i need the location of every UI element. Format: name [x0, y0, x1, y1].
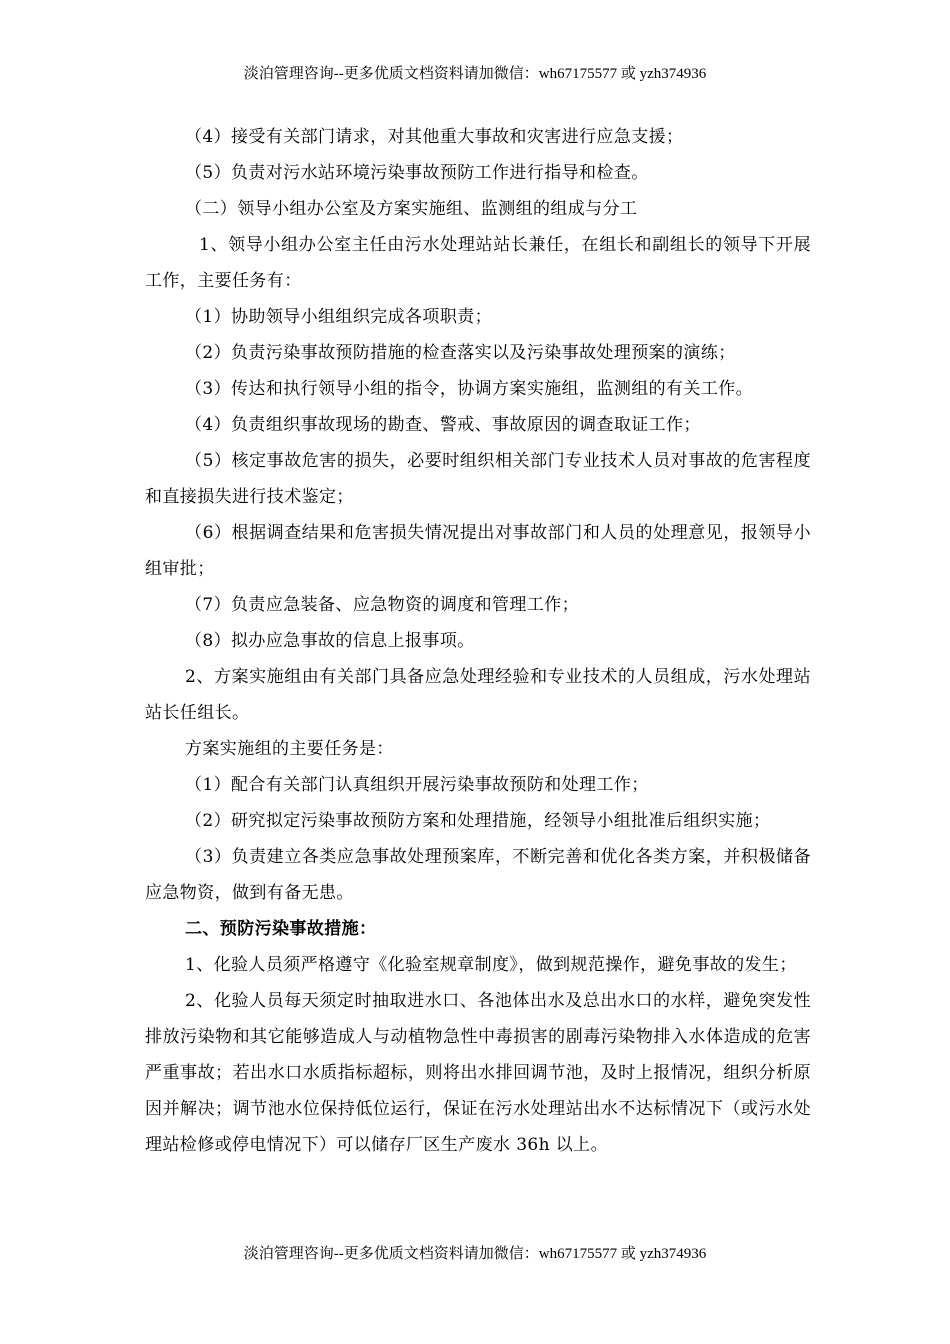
- paragraph: （4）接受有关部门请求，对其他重大事故和灾害进行应急支援；: [185, 127, 684, 147]
- list-item: （6）根据调查结果和危害损失情况提出对事故部门和人员的处理意见，报领导小组审批；: [145, 523, 811, 579]
- list-item: （2）研究拟定污染事故预防方案和处理措施，经领导小组批准后组织实施；: [185, 811, 771, 831]
- page-footer: 淡泊管理咨询--更多优质文档资料请加微信：wh67175577 或 yzh374936: [243, 1246, 707, 1262]
- paragraph: 方案实施组的主要任务是：: [185, 739, 394, 759]
- paragraph: 2、化验人员每天须定时抽取进水口、各池体出水及总出水口的水样，避免突发性排放污染物和其它能够造成人与动植物急性中毒损害的剧毒污染物排入水体造成的危害严重事故；若出水口水质指标超标，则将出水排回调节池，及时上报情况，组织分析原因并解决；调节池水位保持低位运行，保证在污水处理站出水不达标情况下（或污水处理站检修或停电情况下）可以储存厂区生产废水 36h 以上。: [145, 991, 811, 1155]
- page-header: 淡泊管理咨询--更多优质文档资料请加微信：wh67175577 或 yzh374936: [243, 66, 707, 82]
- paragraph: 1、领导小组办公室主任由污水处理站站长兼任，在组长和副组长的领导下开展工作，主要任务有：: [145, 235, 811, 291]
- paragraph: 2、方案实施组由有关部门具备应急处理经验和专业技术的人员组成，污水处理站站长任组长。: [145, 667, 811, 723]
- list-item: （8）拟办应急事故的信息上报事项。: [185, 631, 475, 651]
- section-heading: （二）领导小组办公室及方案实施组、监测组的组成与分工: [185, 199, 638, 219]
- section-heading: 二、预防污染事故措施：: [185, 919, 377, 939]
- list-item: （2）负责污染事故预防措施的检查落实以及污染事故处理预案的演练；: [185, 343, 736, 363]
- list-item: （5）核定事故危害的损失，必要时组织相关部门专业技术人员对事故的危害程度和直接损失进行技术鉴定；: [145, 451, 811, 507]
- list-item: （3）负责建立各类应急事故处理预案库，不断完善和优化各类方案，并积极储备应急物资，做到有备无患。: [145, 847, 811, 903]
- list-item: （1）配合有关部门认真组织开展污染事故预防和处理工作；: [185, 775, 649, 795]
- paragraph: （5）负责对污水站环境污染事故预防工作进行指导和检查。: [185, 163, 649, 183]
- paragraph: 1、化验人员须严格遵守《化验室规章制度》，做到规范操作，避免事故的发生；: [185, 955, 797, 975]
- list-item: （4）负责组织事故现场的勘查、警戒、事故原因的调查取证工作；: [185, 415, 701, 435]
- list-item: （7）负责应急装备、应急物资的调度和管理工作；: [185, 595, 580, 615]
- list-item: （1）协助领导小组组织完成各项职责；: [185, 307, 493, 327]
- list-item: （3）传达和执行领导小组的指令，协调方案实施组，监测组的有关工作。: [185, 379, 754, 399]
- document-body: [145, 119, 811, 1163]
